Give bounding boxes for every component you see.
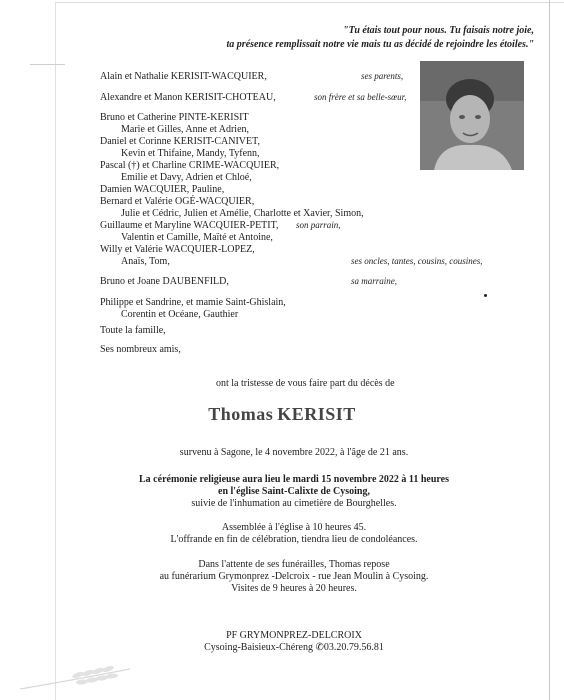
deceased-first-name: Thomas <box>208 404 274 424</box>
portrait-photo <box>420 61 524 170</box>
family-line: Alain et Nathalie KERISIT-WACQUIER, <box>100 71 267 82</box>
family-line: Kevin et Thifaine, Mandy, Tyfenn, <box>121 148 260 159</box>
quote-line-2: ta présence remplissait notre vie mais tu as décidé de rejoindre les étoiles." <box>226 39 534 50</box>
right-border <box>549 0 550 700</box>
deceased-name <box>0 404 564 425</box>
family-line: Corentin et Océane, Gauthier <box>121 309 239 320</box>
funerarium-line-1: Dans l'attente de ses funérailles, Thomas repose <box>198 559 390 570</box>
footer-address: Cysoing-Baisieux-Chéreng ✆03.20.79.56.81 <box>204 642 384 653</box>
family-line: Daniel et Corinne KERISIT-CANIVET, <box>100 136 260 147</box>
family-line: Bernard et Valérie OGÉ-WACQUIER, <box>100 196 255 207</box>
role-uncles: ses oncles, tantes, cousins, cousines, <box>351 256 483 266</box>
announcement: ont la tristesse de vous faire part du décès de <box>216 378 395 389</box>
left-border <box>55 2 56 700</box>
family-line: Bruno et Joane DAUBENFILD, <box>100 276 229 287</box>
death-info: survenu à Sagone, le 4 novembre 2022, à l'âge de 21 ans. <box>179 447 409 458</box>
role-godfather: son parrain, <box>296 220 341 230</box>
cross-mark <box>30 64 65 65</box>
ink-dot <box>484 294 487 297</box>
family-line: Ses nombreux amis, <box>100 344 181 355</box>
family-line: Alexandre et Manon KERISIT-CHOTEAU, <box>100 92 276 103</box>
family-line: Damien WACQUIER, Pauline, <box>100 184 225 195</box>
family-line: Pascal (†) et Charline CRIME-WACQUIER, <box>100 160 280 171</box>
family-line: Valentin et Camille, Maïté et Antoine, <box>121 232 273 243</box>
family-line: Anaïs, Tom, <box>121 256 170 267</box>
footer-company: PF GRYMONPREZ-DELCROIX <box>226 630 362 641</box>
role-parents: ses parents, <box>361 71 404 81</box>
gathering-line-1: Assemblée à l'église à 10 heures 45. <box>221 522 367 533</box>
family-line: Toute la famille, <box>100 325 166 336</box>
family-line: Guillaume et Maryline WACQUIER-PETIT, <box>100 220 279 231</box>
deceased-last-name: KERISIT <box>277 404 356 424</box>
role-godmother: sa marraine, <box>351 276 398 286</box>
top-border <box>55 2 564 3</box>
ceremony-line-3: suivie de l'inhumation au cimetière de Bourghelles. <box>191 498 397 509</box>
family-line: Philippe et Sandrine, et mamie Saint-Ghislain, <box>100 297 286 308</box>
funerarium-line-2: au funérarium Grymonprez -Delcroix - rue Jean Moulin à Cysoing. <box>159 571 429 582</box>
quote-line-1: "Tu étais tout pour nous. Tu faisais notre joie, <box>343 25 534 36</box>
family-line: Willy et Valérie WACQUIER-LOPEZ, <box>100 244 255 255</box>
portrait-image <box>420 61 524 170</box>
gathering-line-2: L'offrande en fin de célébration, tiendra lieu de condoléances. <box>170 534 418 545</box>
family-line: Bruno et Catherine PINTE-KERISIT <box>100 112 249 123</box>
role-brother: son frère et sa belle-sœur, <box>314 92 407 102</box>
family-line: Emilie et Davy, Adrien et Chloé, <box>121 172 252 183</box>
family-line: Julie et Cédric, Julien et Amélie, Charlotte et Xavier, Simon, <box>121 208 364 219</box>
wheat-icon <box>18 655 138 695</box>
ceremony-line-2: en l'église Saint-Calixte de Cysoing, <box>218 486 370 497</box>
family-line: Marie et Gilles, Anne et Adrien, <box>121 124 250 135</box>
ceremony-line-1: La cérémonie religieuse aura lieu le mardi 15 novembre 2022 à 11 heures <box>139 474 449 485</box>
funerarium-line-3: Visites de 9 heures à 20 heures. <box>231 583 357 594</box>
